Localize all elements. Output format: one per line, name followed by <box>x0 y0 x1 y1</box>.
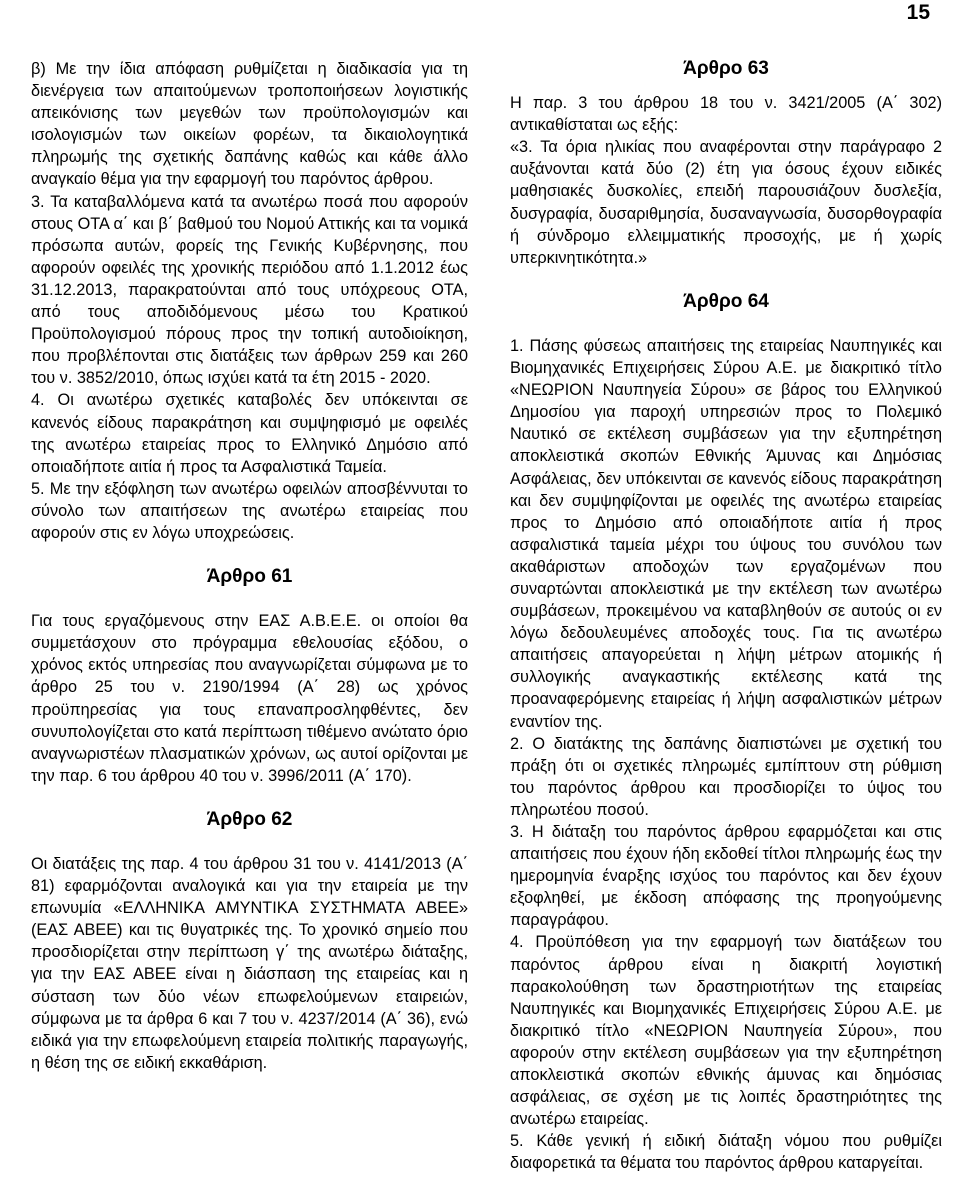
paragraph-3-ota-amounts: 3. Τα καταβαλλόμενα κατά τα ανωτέρω ποσά που αφορούν στους ΟΤΑ α΄ και β΄ βαθμού του Νομού Αττικής και τα νομικά πρόσωπα αυτών, φορείς της Γενικής Κυβέρνησης, που αφορούν οφειλές της χρονικής περιόδου από 1.1.2012 έως 31.12.2013, παρακρατούνται από τους υπόχρεους ΟΤΑ, από τους αποδιδόμενους μέσω του Κρατικού Προϋπολογισμού πόρους προς την τοπική αυτοδιοίκηση, που προβλέπονται στις διατάξεις των άρθρων 259 και 260 του ν. 3852/2010, όπως ισχύει κατά τα έτη 2015 - 2020. <box>31 192 468 388</box>
article-62-text: Οι διατάξεις της παρ. 4 του άρθρου 31 του ν. 4141/2013 (Α΄ 81) εφαρμόζονται αναλογικά και για την εταιρεία με την επωνυμία «ΕΛΛΗΝΙΚΑ ΑΜΥΝΤΙΚΑ ΣΥΣΤΗΜΑΤΑ ΑΒΕΕ» (ΕΑΣ ΑΒΕΕ) και τις θυγατρικές της. Το χρονικό σημείο που προσδιορίζεται στην περίπτωση γ΄ της ανωτέρω διάταξης, για την ΕΑΣ ΑΒΕΕ είναι η διάσπαση της εταιρείας και η σύσταση των δύο νέων επωφελούμενων εταιρειών, σύμφωνα με τα άρθρα 6 και 7 του ν. 4237/2014 (Α΄ 36), ενώ ειδικά για την επωφελούμενη εταιρεία πολιτικής παραγωγής, η θέση της σε ειδική εκκαθάριση. <box>31 855 468 1072</box>
article-61-text: Για τους εργαζόμενους στην ΕΑΣ Α.Β.Ε.Ε. οι οποίοι θα συμμετάσχουν στο πρόγραμμα εθελουσίας εξόδου, ο χρόνος εκτός υπηρεσίας που αναγνωρίζεται σύμφωνα με το άρθρο 25 του ν. 2190/1994 (Α΄ 28) ως χρόνος προϋπηρεσίας για τους επαναπροσληφθέντες, δεν συνυπολογίζεται στο κατά περίπτωση τιθέμενο ανώτατο όριο αναγνωριστέων πλασματικών χρόνων, ως αυτοί ορίζονται με την παρ. 6 του άρθρου 40 του ν. 3996/2011 (Α΄ 170). <box>31 612 468 785</box>
left-column <box>31 58 468 1074</box>
article-64-paragraph-2: 2. Ο διατάκτης της δαπάνης διαπιστώνει με σχετική του πράξη ότι οι σχετικές πληρωμές εμπίπτουν στη ρύθμιση του παρόντος άρθρου και προσδιορίζει το ύψος του πληρωτέου ποσού. <box>510 734 942 819</box>
article-64-paragraph-4: 4. Προϋπόθεση για την εφαρμογή των διατάξεων του παρόντος άρθρου είναι η διακριτή λογιστική παρακολούθηση των δραστηριοτήτων της εταιρείας Ναυπηγικές και Βιομηχανικές Επιχειρήσεις Σύρου Α.Ε. με διακριτικό τίτλο «ΝΕΩΡΙΟΝ Ναυπηγεία Σύρου», που αφορούν στην εκτέλεση συμβάσεων για την εξυπηρέτηση αποκλειστικά σκοπών εθνικής άμυνας και δημόσιας ασφάλειας, σε σχέση με τις λοιπές δραστηριότητες της ανωτέρω εταιρείας. <box>510 933 942 1129</box>
paragraph-4-no-withholding: 4. Οι ανωτέρω σχετικές καταβολές δεν υπόκεινται σε κανενός είδους παρακράτηση και συμψηφισμό με οφειλές της ανωτέρω εταιρείας προς το Ελληνικό Δημόσιο από οποιαδήποτε αιτία ή προς τα Ασφαλιστικά Ταμεία. <box>31 391 468 476</box>
page-number: 15 <box>906 1 930 24</box>
right-column <box>510 58 942 1175</box>
article-64-paragraph-5: 5. Κάθε γενική ή ειδική διάταξη νόμου που ρυθμίζει διαφορετικά τα θέματα του παρόντος άρθρου καταργείται. <box>510 1132 942 1173</box>
article-63-intro: Η παρ. 3 του άρθρου 18 του ν. 3421/2005 (Α΄ 302) αντικαθίσταται ως εξής: <box>510 94 942 135</box>
article-64-paragraph-3: 3. Η διάταξη του παρόντος άρθρου εφαρμόζεται και στις απαιτήσεις που έχουν ήδη εκδοθεί τίτλοι πληρωμής έως την ημερομηνία έναρξης ισχύος του παρόντος και δεν έχουν εξοφληθεί, με έκδοση απόφασης της προηγούμενης παραγράφου. <box>510 823 942 930</box>
article-63-heading: Άρθρο 63 <box>683 58 769 79</box>
article-64-heading: Άρθρο 64 <box>683 290 769 312</box>
article-62-heading: Άρθρο 62 <box>206 808 293 830</box>
article-61-heading: Άρθρο 61 <box>206 566 293 588</box>
article-63-text: «3. Τα όρια ηλικίας που αναφέρονται στην παράγραφο 2 αυξάνονται κατά δύο (2) έτη για όσους έχουν ειδικές μαθησιακές δυσκολίες, επειδή παρουσιάζουν δυσλεξία, δυσγραφία, δυσαριθμησία, δυσαναγνωσία, δυσορθογραφία ή σύνδρομο ελλειμματικής προσοχής, με ή χωρίς υπερκινητικότητα.» <box>510 138 942 267</box>
paragraph-5-settlement: 5. Με την εξόφληση των ανωτέρω οφειλών αποσβέννυται το σύνολο των απαιτήσεων της ανωτέρω εταιρείας που αφορούν στις εν λόγω υποχρεώσεις. <box>31 479 468 542</box>
article-64-paragraph-1: 1. Πάσης φύσεως απαιτήσεις της εταιρείας Ναυπηγικές και Βιομηχανικές Επιχειρήσεις Σύρου Α.Ε. με διακριτικό τίτλο «ΝΕΩΡΙΟΝ Ναυπηγεία Σύρου» σε βάρος του Ελληνικού Δημοσίου για παροχή υπηρεσιών προς το Πολεμικό Ναυτικό σε εκτέλεση συμβάσεων για την εξυπηρέτηση αποκλειστικά σκοπών Εθνικής Άμυνας και Δημόσιας Ασφάλειας, δεν υπόκεινται σε κανενός είδους παρακράτηση και δεν συμψηφίζονται με οφειλές της ανωτέρω εταιρείας προς το Δημόσιο από οποιαδήποτε αιτία ή προς ασφαλιστικά ταμεία μέχρι του ύψους του συνόλου των ακαθάριστων αποδοχών των εργαζομένων που συναρτώνται αποκλειστικά με την εκτέλεση των ανωτέρω συμβάσεων, προκειμένου να καταβληθούν σε αυτούς οι εν λόγω δεδουλευμένες αποδοχές τους. Για τις ανωτέρω απαιτήσεις απαγορεύεται η λήψη μέτρων ατομικής ή συλλογικής αναγκαστικής εκτέλεσης κατά της προαναφερόμενης εταιρείας ή λήψη ασφαλιστικών μέτρων εναντίον της. <box>510 336 942 731</box>
paragraph-b-procedure: β) Με την ίδια απόφαση ρυθμίζεται η διαδικασία για τη διενέργεια των απαιτούμενων τροποποιήσεων λογιστικής απεικόνισης των μεγεθών των προϋπολογισμών και ισολογισμών των οικείων φορέων, τα δικαιολογητικά πληρωμής της σχετικής δαπάνης καθώς και κάθε άλλο αναγκαίο θέμα για την εφαρμογή του παρόντος άρθρου. <box>31 60 468 189</box>
